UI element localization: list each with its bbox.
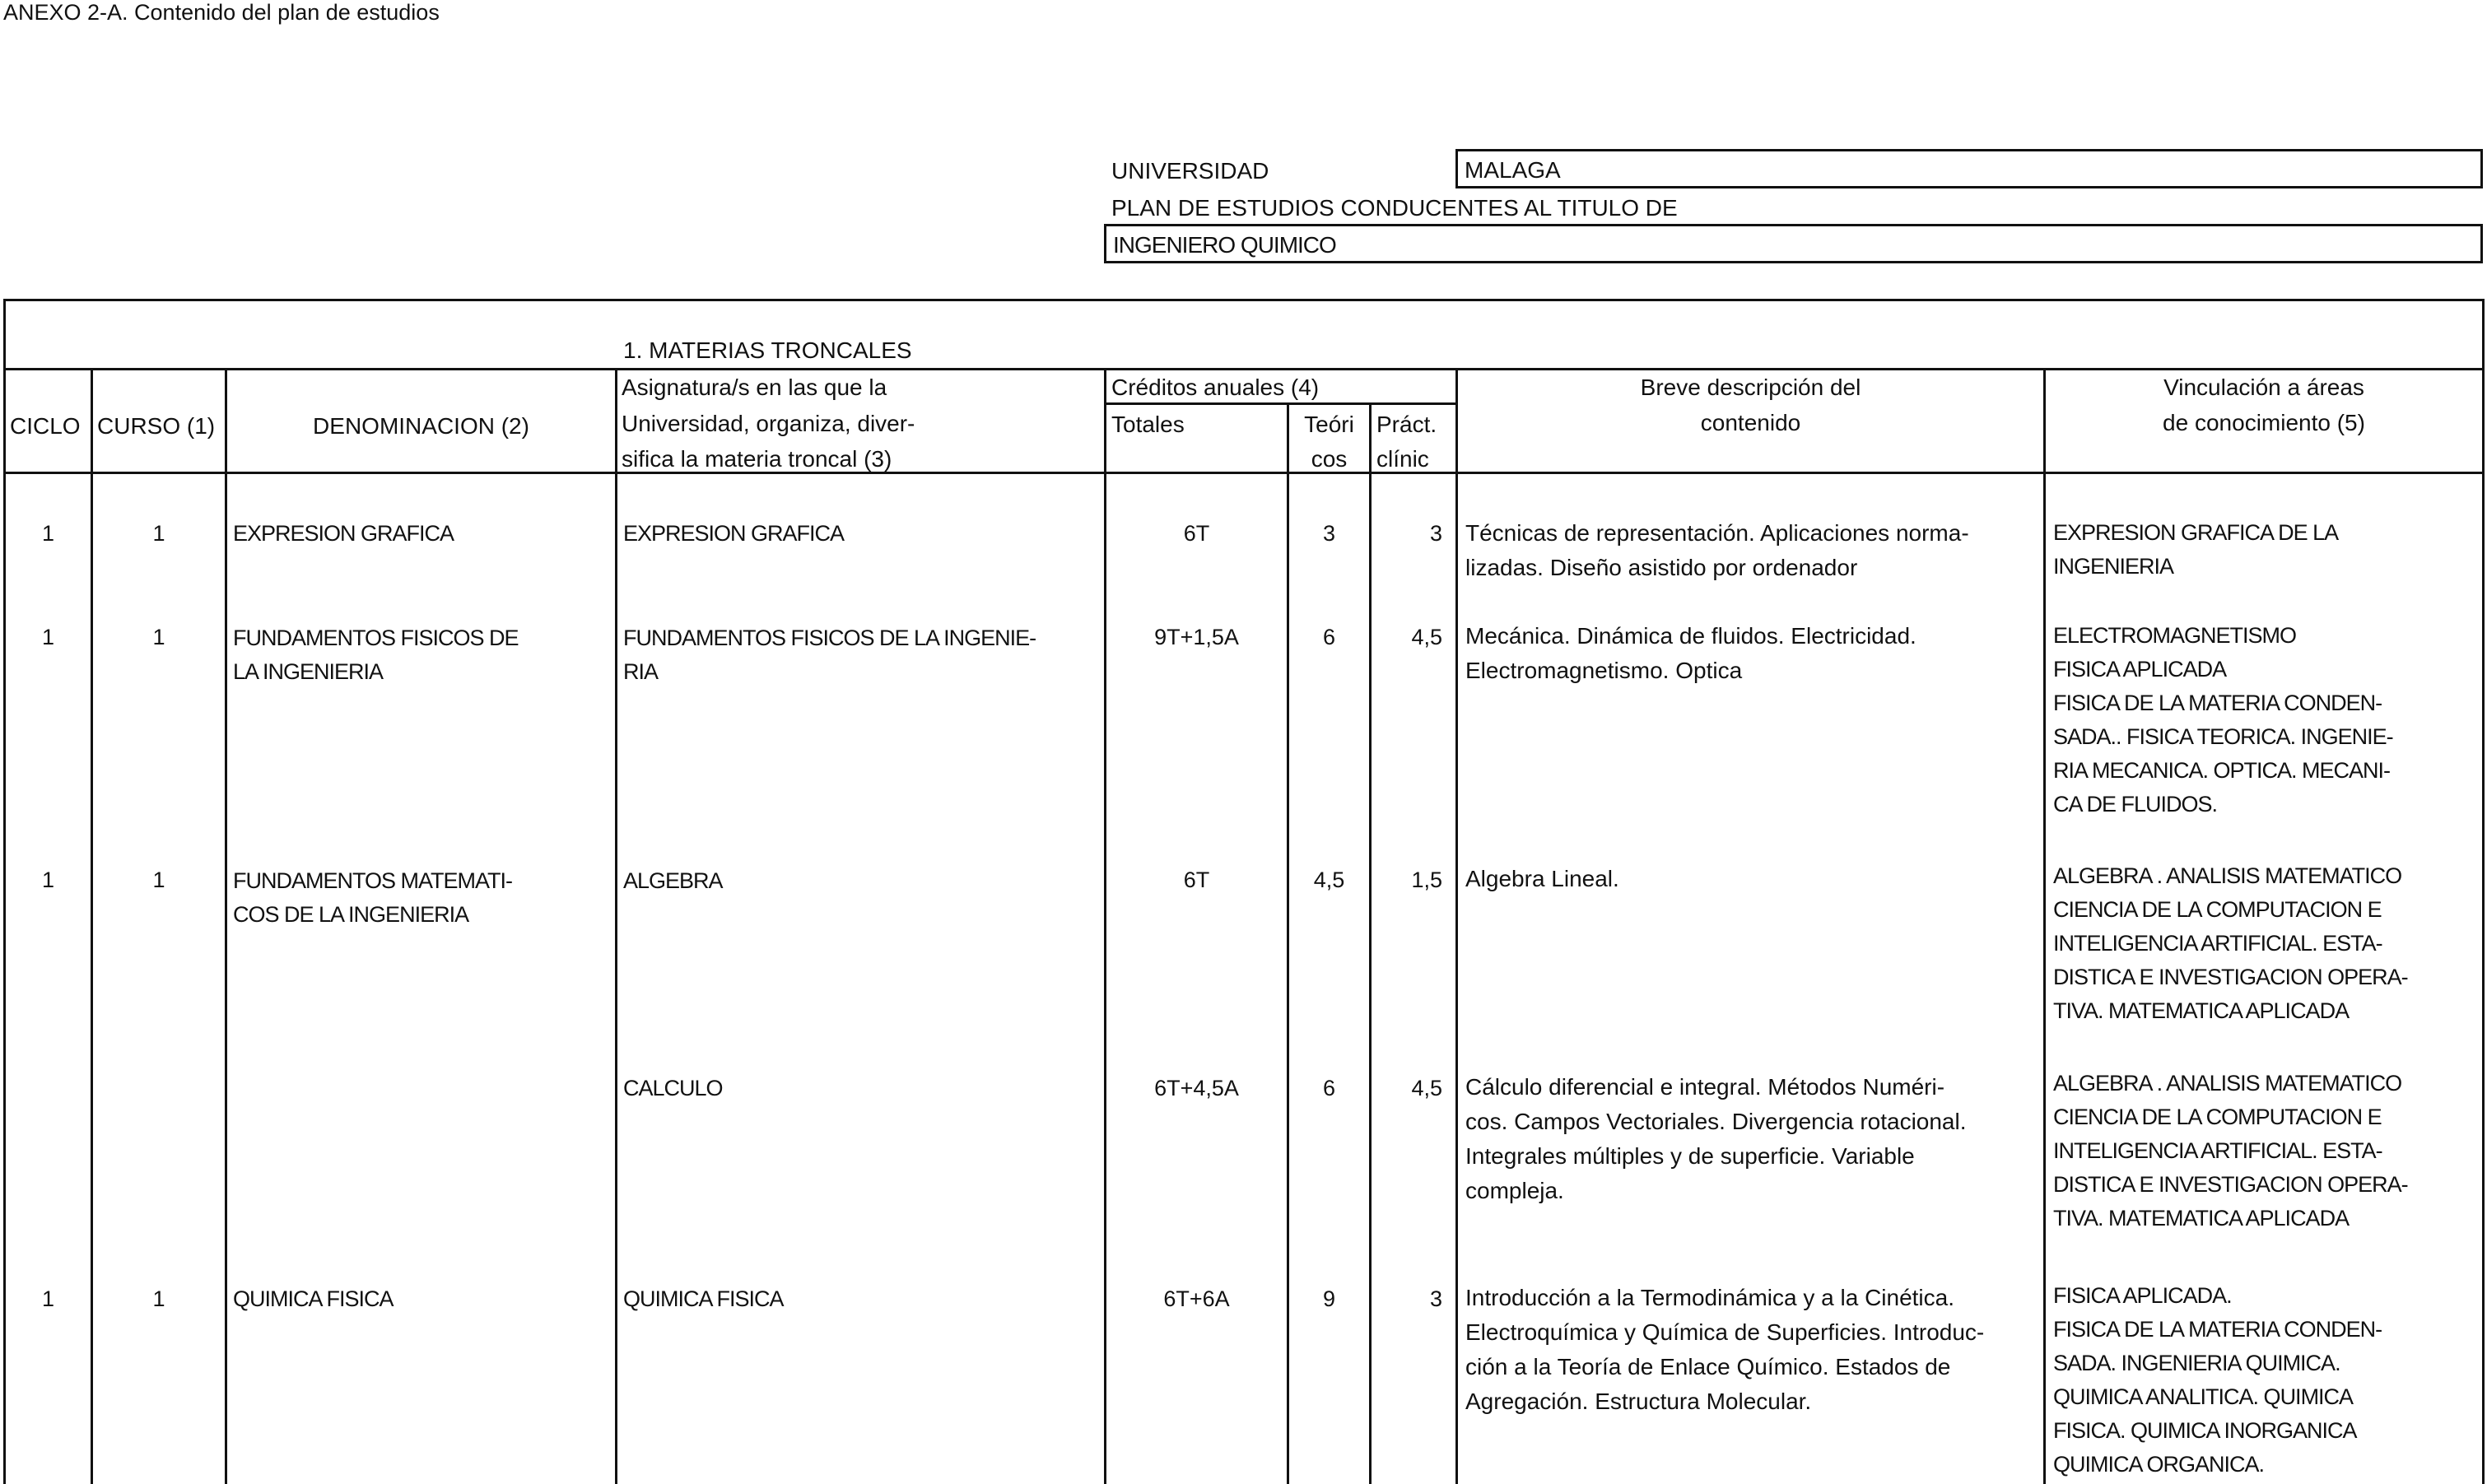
cell-ciclo: 1	[41, 1286, 55, 1311]
col-header-descripcion-line2: contenido	[1700, 410, 1801, 435]
annex-title: ANEXO 2-A. Contenido del plan de estudios	[3, 0, 440, 25]
cell-denominacion: QUIMICA FISICA	[233, 1286, 394, 1311]
cell-asignatura: ALGEBRA	[623, 868, 723, 893]
cell-asignatura: EXPRESION GRAFICA	[623, 521, 845, 546]
col-rule-right	[2482, 299, 2485, 1484]
cell-teoricos: 6	[1322, 1076, 1336, 1100]
cell-denominacion: FUNDAMENTOS MATEMATI- COS DE LA INGENIERIA	[233, 868, 512, 927]
cell-areas: FISICA APLICADA. FISICA DE LA MATERIA CONDEN- SADA. INGENIERIA QUIMICA. QUIMICA ANALITICA. QUIMICA FISICA. QUIMICA INORGANICA QUIMICA ORGANICA.	[2053, 1283, 2382, 1477]
cell-denominacion: EXPRESION GRAFICA	[233, 521, 454, 546]
cell-ciclo: 1	[41, 521, 55, 546]
col-rule-practicos	[1369, 402, 1372, 1484]
cell-descripcion: Cálculo diferencial e integral. Métodos Numéri- cos. Campos Vectoriales. Divergencia rotacional. Integrales múltiples y de superficie. Variable compleja.	[1465, 1074, 1967, 1203]
cell-descripcion: Introducción a la Termodinámica y a la Cinética. Electroquímica y Química de Superficies. Introduc- ción a la Teoría de Enlace Químico. Estados de Agregación. Estructura Molecular.	[1465, 1285, 1985, 1414]
cell-practicos: 3	[1429, 521, 1442, 546]
cell-teoricos: 6	[1322, 625, 1336, 649]
cell-descripcion: Algebra Lineal.	[1465, 866, 1619, 891]
cell-asignatura: QUIMICA FISICA	[623, 1286, 784, 1311]
col-rule-areas	[2043, 368, 2046, 1484]
col-header-asignatura-line3: sifica la materia troncal (3)	[622, 446, 892, 472]
header-bottom-rule	[3, 472, 2485, 474]
cell-descripcion: Mecánica. Dinámica de fluidos. Electricidad. Electromagnetismo. Optica	[1465, 623, 1916, 683]
col-header-areas-line1: Vinculación a áreas	[2163, 374, 2364, 400]
cell-teoricos: 3	[1322, 521, 1336, 546]
col-header-practicos-line2: clínic	[1376, 446, 1429, 472]
universidad-label: UNIVERSIDAD	[1111, 158, 1269, 184]
cell-totales: 6T+4,5A	[1154, 1076, 1239, 1100]
cell-totales: 6T	[1183, 521, 1210, 546]
cell-practicos: 4,5	[1411, 625, 1442, 649]
cell-asignatura: FUNDAMENTOS FISICOS DE LA INGENIE- RIA	[623, 626, 1036, 684]
titulo-box	[1104, 224, 2483, 263]
cell-asignatura: CALCULO	[623, 1076, 723, 1100]
col-header-practicos-line1: Práct.	[1376, 412, 1437, 437]
cell-ciclo: 1	[41, 868, 55, 892]
universidad-box	[1455, 149, 2483, 188]
cell-curso: 1	[152, 625, 165, 649]
cell-teoricos: 4,5	[1313, 868, 1345, 892]
col-header-curso: CURSO (1)	[97, 413, 216, 439]
section-title: 1. MATERIAS TRONCALES	[623, 337, 912, 363]
cell-practicos: 3	[1429, 1286, 1442, 1311]
cell-practicos: 1,5	[1411, 868, 1442, 892]
cell-curso: 1	[152, 1286, 165, 1311]
cell-totales: 9T+1,5A	[1154, 625, 1239, 649]
cell-areas: ALGEBRA . ANALISIS MATEMATICO CIENCIA DE LA COMPUTACION E INTELIGENCIA ARTIFICIAL. ESTA- DISTICA E INVESTIGACION OPERA- TIVA. MATEMATICA APLICADA	[2053, 863, 2408, 1023]
table-top-rule	[3, 299, 2485, 301]
col-rule-descripcion	[1455, 368, 1458, 1484]
cell-curso: 1	[152, 868, 165, 892]
col-header-asignatura-line1: Asignatura/s en las que la	[622, 374, 887, 400]
cell-practicos: 4,5	[1411, 1076, 1442, 1100]
col-header-descripcion-line1: Breve descripción del	[1640, 374, 1861, 400]
plan-label: PLAN DE ESTUDIOS CONDUCENTES AL TITULO DE	[1111, 195, 1678, 221]
cell-ciclo: 1	[41, 625, 55, 649]
col-header-teoricos-line1: Teóri	[1304, 412, 1354, 437]
cell-areas: ELECTROMAGNETISMO FISICA APLICADA FISICA DE LA MATERIA CONDEN- SADA.. FISICA TEORICA. INGENIE- RIA MECANICA. OPTICA. MECANI- CA DE FLUIDOS.	[2053, 623, 2393, 816]
col-rule-asignatura	[615, 368, 617, 1484]
cell-areas: EXPRESION GRAFICA DE LA INGENIERIA	[2053, 520, 2339, 579]
col-header-totales: Totales	[1111, 412, 1185, 437]
cell-descripcion: Técnicas de representación. Aplicaciones norma- lizadas. Diseño asistido por ordenador	[1465, 520, 1969, 580]
col-header-asignatura-line2: Universidad, organiza, diver-	[622, 411, 915, 436]
col-rule-denominacion	[225, 368, 227, 1484]
cell-areas: ALGEBRA . ANALISIS MATEMATICO CIENCIA DE LA COMPUTACION E INTELIGENCIA ARTIFICIAL. ESTA- DISTICA E INVESTIGACION OPERA- TIVA. MATEMATICA APLICADA	[2053, 1071, 2408, 1230]
cell-curso: 1	[152, 521, 165, 546]
col-rule-teoricos	[1287, 402, 1289, 1484]
creditos-rule	[1104, 402, 1456, 405]
col-header-areas-line2: de conocimiento (5)	[2163, 410, 2365, 435]
col-header-denominacion: DENOMINACION (2)	[313, 413, 529, 439]
universidad-value: MALAGA	[1465, 157, 1561, 183]
cell-totales: 6T	[1183, 868, 1210, 892]
col-header-teoricos-line2: cos	[1311, 446, 1348, 472]
col-header-creditos: Créditos anuales (4)	[1111, 374, 1320, 400]
cell-totales: 6T+6A	[1163, 1286, 1230, 1311]
cell-denominacion: FUNDAMENTOS FISICOS DE LA INGENIERIA	[233, 626, 519, 684]
col-header-ciclo: CICLO	[10, 413, 81, 439]
section-bottom-rule	[3, 368, 2485, 370]
titulo-value: INGENIERO QUIMICO	[1113, 232, 1336, 258]
cell-teoricos: 9	[1322, 1286, 1336, 1311]
